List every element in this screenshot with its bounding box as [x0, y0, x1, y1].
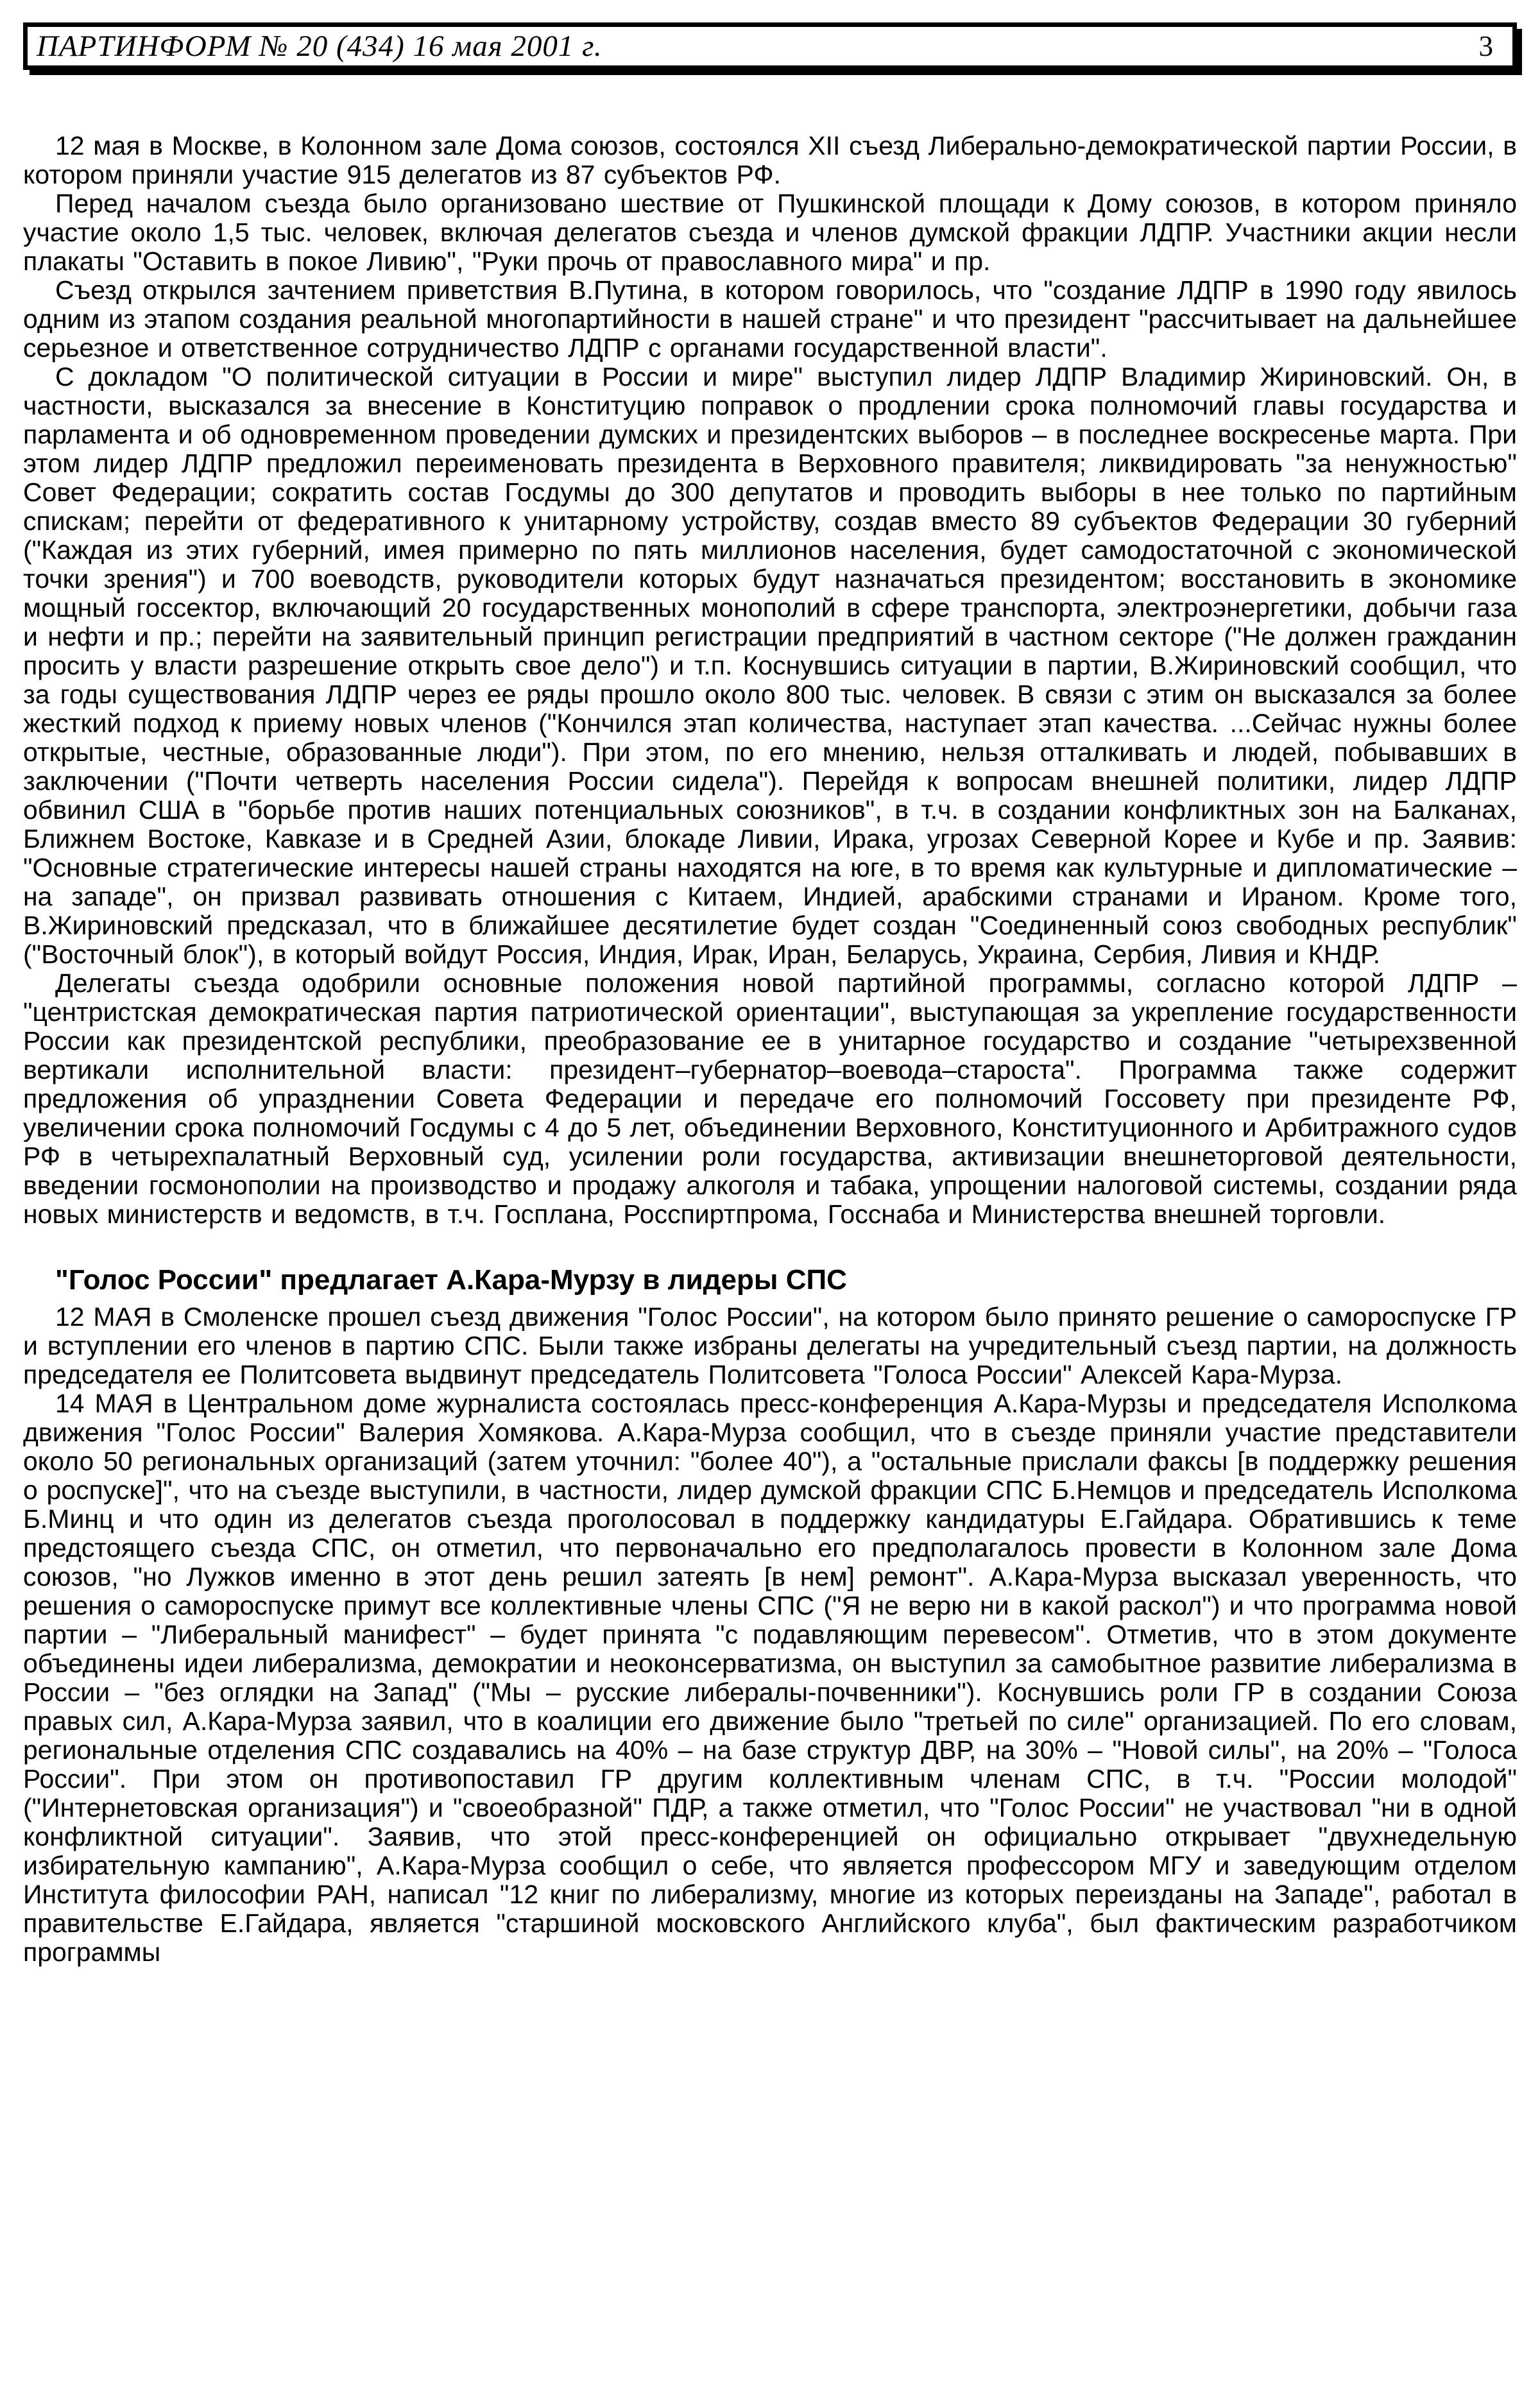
page-number: 3 [1478, 30, 1493, 62]
masthead-box [23, 22, 1517, 70]
body-paragraph: С докладом "О политической ситуации в России и мире" выступил лидер ЛДПР Владимир Жириновский. Он, в частности, высказался за внесение в Конституцию поправок о продлении срока полномочий главы государства и парламента и об одновременном проведении думских и президентских выборов – в последнее воскресенье марта. При этом лидер ЛДПР предложил переименовать президента в Верховного правителя; ликвидировать "за ненужностью" Совет Федерации; сократить состав Госдумы до 300 депутатов и проводить выборы в нее только по партийным спискам; перейти от федеративного к унитарному устройству, создав вместо 89 субъектов Федерации 30 губерний ("Каждая из этих губерний, имея примерно по пять миллионов населения, будет самодостаточной с экономической точки зрения") и 700 воеводств, руководители которых будут назначаться президентом; восстановить в экономике мощный госсектор, включающий 20 государственных монополий в сфере транспорта, электроэнергетики, добычи газа и нефти и пр.; перейти на заявительный принцип регистрации предприятий в частном секторе ("Не должен гражданин просить у власти разрешение открыть свое дело") и т.п. Коснувшись ситуации в партии, В.Жириновский сообщил, что за годы существования ЛДПР через ее ряды прошло около 800 тыс. человек. В связи с этим он высказался за более жесткий подход к приему новых членов ("Кончился этап количества, наступает этап качества. ...Сейчас нужны более открытые, честные, образованные люди"). При этом, по его мнению, нельзя отталкивать и людей, побывавших в заключении ("Почти четверть населения России сидела"). Перейдя к вопросам внешней политики, лидер ЛДПР обвинил США в "борьбе против наших потенциальных союзников", в т.ч. в создании конфликтных зон на Балканах, Ближнем Востоке, Кавказе и в Средней Азии, блокаде Ливии, Ирака, угрозах Северной Корее и Кубе и пр. Заявив: "Основные стратегические интересы нашей страны находятся на юге, в то время как культурные и дипломатические – на западе", он призвал развивать отношения с Китаем, Индией, арабскими странами и Ираном. Кроме того, В.Жириновский предсказал, что в ближайшее десятилетие будет создан "Соединенный союз свободных республик" ("Восточный блок"), в который войдут Россия, Индия, Ирак, Иран, Беларусь, Украина, Сербия, Ливия и КНДР. [23, 362, 1517, 969]
body-paragraph: 14 МАЯ в Центральном доме журналиста состоялась пресс-конференция А.Кара-Мурзы и председателя Исполкома движения "Голос России" Валерия Хомякова. А.Кара-Мурза сообщил, что в съезде приняли участие представители около 50 региональных организаций (затем уточнил: "более 40"), а "остальные прислали факсы [в поддержку решения о роспуске]", что на съезде выступили, в частности, лидер думской фракции СПС Б.Немцов и председатель Исполкома Б.Минц и что один из делегатов съезда проголосовал в поддержку кандидатуры Е.Гайдара. Обратившись к теме предстоящего съезда СПС, он отметил, что первоначально его предполагалось провести в Колонном зале Дома союзов, "но Лужков именно в этот день решил затеять [в нем] ремонт". А.Кара-Мурза высказал уверенность, что решения о самороспуске примут все коллективные члены СПС ("Я не верю ни в какой раскол") и что программа новой партии – "Либеральный манифест" – будет принята "с подавляющим перевесом". Отметив, что в этом документе объединены идеи либерализма, демократии и неоконсерватизма, он выступил за самобытное развитие либерализма в России – "без оглядки на Запад" ("Мы – русские либералы-почвенники"). Коснувшись роли ГР в создании Союза правых сил, А.Кара-Мурза заявил, что в коалиции его движение было "третьей по силе" организацией. По его словам, региональные отделения СПС создавались на 40% – на базе структур ДВР, на 30% – "Новой силы", на 20% – "Голоса России". При этом он противопоставил ГР другим коллективным членам СПС, в т.ч. "России молодой" ("Интернетовская организация") и "своеобразной" ПДР, а также отметил, что "Голос России" не участвовал "ни в одной конфликтной ситуации". Заявив, что этой пресс-конференцией он официально открывает "двухнедельную избирательную кампанию", А.Кара-Мурза сообщил о себе, что является профессором МГУ и заведующим отделом Института философии РАН, написал "12 книг по либерализму, многие из которых переизданы на Западе", работал в правительстве Е.Гайдара, является "старшиной московского Английского клуба", был фактическим разработчиком программы [23, 1389, 1517, 1967]
body-paragraph: 12 МАЯ в Смоленске прошел съезд движения "Голос России", на котором было принято решение о самороспуске ГР и вступлении его членов в партию СПС. Были также избраны делегаты на учредительный съезд партии, на должность председателя ее Политсовета выдвинут председатель Политсовета "Голоса России" Алексей Кара-Мурза. [23, 1302, 1517, 1389]
body-paragraph: Съезд открылся зачтением приветствия В.Путина, в котором говорилось, что "создание ЛДПР в 1990 году явилось одним из этапом создания реальной многопартийности в нашей стране" и что президент "рассчитывает на дальнейшее серьезное и ответственное сотрудничество ЛДПР с органами государственной власти". [23, 275, 1517, 363]
body-paragraph: 12 мая в Москве, в Колонном зале Дома союзов, состоялся XII съезд Либерально-демократической партии России, в котором приняли участие 915 делегатов из 87 субъектов РФ. [23, 131, 1517, 189]
article-body [23, 132, 1517, 1967]
body-paragraph: Делегаты съезда одобрили основные положения новой партийной программы, согласно которой ЛДПР – "центристская демократическая партия патриотической ориентации", выступающая за укрепление государственности России как президентской республики, преобразование ее в унитарное государство и создание "четырехзвенной вертикали исполнительной власти: президент–губернатор–воевода–староста". Программа также содержит предложения об упразднении Совета Федерации и передаче его полномочий Госсовету при президенте РФ, увеличении срока полномочий Госдумы с 4 до 5 лет, объединении Верховного, Конституционного и Арбитражного судов РФ в четырехпалатный Верховный суд, усилении роли государства, активизации внешнеторговой деятельности, введении госмонополии на производство и продажу алкоголя и табака, упрощении налоговой системы, создании ряда новых министерств и ведомств, в т.ч. Госплана, Росспиртпрома, Госснаба и Министерства внешней торговли. [23, 968, 1517, 1229]
body-paragraph: Перед началом съезда было организовано шествие от Пушкинской площади к Дому союзов, в котором приняло участие около 1,5 тыс. человек, включая делегатов съезда и членов думской фракции ЛДПР. Участники акции несли плакаты "Оставить в покое Ливию", "Руки прочь от православного мира" и пр. [23, 189, 1517, 276]
masthead-title: ПАРТИНФОРМ № 20 (434) 16 мая 2001 г. [37, 30, 603, 63]
section-heading: "Голос России" предлагает А.Кара-Мурзу в лидеры СПС [55, 1264, 847, 1296]
